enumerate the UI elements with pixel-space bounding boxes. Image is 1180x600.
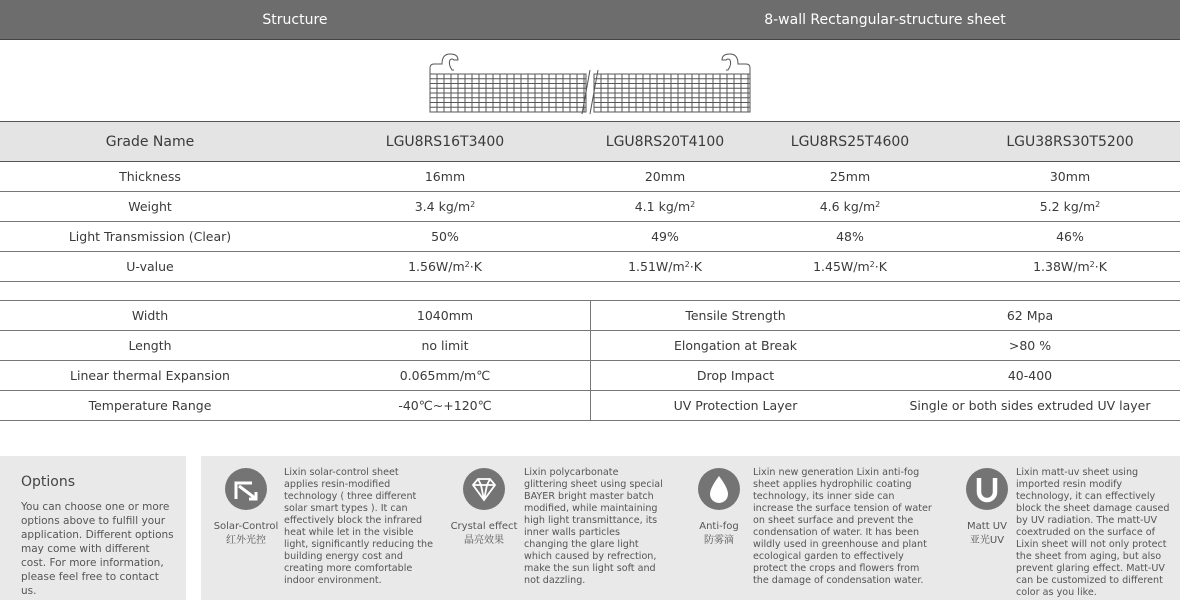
feature-label: Crystal effect 晶亮效果 bbox=[450, 521, 518, 546]
prop-label: Length bbox=[128, 338, 172, 353]
prop-value: 1040mm bbox=[416, 308, 474, 323]
spec-value: 4.1 $kg/m^2$ bbox=[634, 199, 696, 214]
prop-value: -40℃~+120℃ bbox=[398, 398, 492, 413]
prop-value: >80 % bbox=[1008, 338, 1052, 353]
spec-value: $1.51W/m^2\cdot K$ bbox=[628, 259, 702, 274]
features-panel bbox=[201, 456, 1180, 600]
spec-value: 46% bbox=[1056, 229, 1084, 244]
spec-value: $1.38W/m^2\cdot K$ bbox=[1033, 259, 1107, 274]
solar-control-icon bbox=[225, 468, 267, 510]
grade-1: LGU8RS16T3400 bbox=[385, 134, 505, 150]
spec-row-thickness bbox=[0, 162, 1180, 192]
feature-description: Lixin polycarbonate glittering sheet using special BAYER bright master batch modified, while maintaining high light transmittance, its inner walls particles changing the glare light which caused by refrection, make the sun light soft and not dazzling. bbox=[524, 467, 663, 586]
structure-drawing bbox=[0, 40, 1180, 122]
table-header bbox=[0, 0, 1180, 40]
matt-uv-icon bbox=[966, 468, 1008, 510]
prop-label: Drop Impact bbox=[590, 361, 880, 391]
prop-row bbox=[0, 361, 1180, 391]
feature-crystal-effect bbox=[451, 456, 681, 600]
prop-label: Width bbox=[131, 308, 169, 323]
options-title: Options bbox=[21, 474, 76, 490]
options-panel bbox=[0, 456, 186, 600]
feature-description: Lixin new generation Lixin anti-fog sheet applies hydrophilic coating technology, its inner side can increase the surface tension of water on sheet surface and prevent the condensation of water. It has been wildly used in greenhouse and plant ecological garden to effectively protect the crops and flowers from the damage of condensation water. bbox=[753, 467, 932, 586]
spec-row-weight bbox=[0, 192, 1180, 222]
spec-value: 4.6 $kg/m^2$ bbox=[819, 199, 881, 214]
spec-value: 30mm bbox=[1049, 169, 1091, 184]
prop-row bbox=[0, 391, 1180, 421]
sheet-type-header: 8-wall Rectangular-structure sheet bbox=[764, 12, 1006, 28]
grade-2: LGU8RS20T4100 bbox=[605, 134, 725, 150]
prop-row bbox=[0, 331, 1180, 361]
feature-label: Solar-Control 红外光控 bbox=[213, 521, 279, 546]
anti-fog-icon bbox=[698, 468, 740, 510]
spec-label: Thickness bbox=[119, 169, 181, 184]
prop-value: Single or both sides extruded UV layer bbox=[909, 398, 1151, 413]
prop-label: Linear thermal Expansion bbox=[70, 368, 230, 383]
feature-label: Anti-fog 防雾滴 bbox=[699, 521, 739, 546]
prop-value: 0.065mm/m℃ bbox=[399, 368, 491, 383]
sheet-cross-section-diagram bbox=[428, 50, 752, 116]
feature-solar-control bbox=[211, 456, 441, 600]
structure-header: Structure bbox=[262, 12, 328, 28]
grade-name-label: Grade Name bbox=[105, 134, 195, 150]
spec-value: 16mm bbox=[424, 169, 466, 184]
grade-4: LGU38RS30T5200 bbox=[1006, 134, 1134, 150]
spec-value: 5.2 $kg/m^2$ bbox=[1039, 199, 1101, 214]
spec-value: 50% bbox=[431, 229, 459, 244]
prop-label: Elongation at Break bbox=[590, 331, 880, 361]
spec-value: 49% bbox=[651, 229, 679, 244]
spec-label: U-value bbox=[126, 259, 174, 274]
prop-label: Tensile Strength bbox=[590, 301, 880, 331]
spec-value: 48% bbox=[836, 229, 864, 244]
prop-label: Temperature Range bbox=[88, 398, 212, 413]
feature-matt-uv bbox=[956, 456, 1180, 600]
grade-name-row bbox=[0, 122, 1180, 162]
spec-value: $1.56W/m^2\cdot K$ bbox=[408, 259, 482, 274]
grade-3: LGU8RS25T4600 bbox=[790, 134, 910, 150]
feature-anti-fog bbox=[688, 456, 938, 600]
feature-description: Lixin solar-control sheet applies resin-modified technology ( three different solar smart types ). It can effectively block the infrared heat while let in the visible light, significantly reducing the building energy cost and creating more comfortable indoor environment. bbox=[284, 467, 434, 586]
prop-value: no limit bbox=[421, 338, 469, 353]
prop-value: 62 Mpa bbox=[1006, 308, 1054, 323]
prop-label: UV Protection Layer bbox=[590, 391, 880, 421]
prop-value: 40-400 bbox=[1007, 368, 1053, 383]
spec-value: 20mm bbox=[644, 169, 686, 184]
feature-label: Matt UV 亚光UV bbox=[967, 521, 1007, 546]
spec-value: 3.4 $kg/m^2$ bbox=[414, 199, 476, 214]
prop-row bbox=[0, 300, 1180, 331]
crystal-effect-icon bbox=[463, 468, 505, 510]
spec-value: $1.45W/m^2\cdot K$ bbox=[813, 259, 887, 274]
spec-value: 25mm bbox=[829, 169, 871, 184]
spec-label: Weight bbox=[128, 199, 172, 214]
feature-description: Lixin matt-uv sheet using imported resin modify technology, it can effectively block the sheet damage caused by UV radiation. The matt-UV coextruded on the surface of Lixin sheet will not only protect the sheet from aging, but also prevent glaring effect. Matt-UV can be customized to different color as you like. bbox=[1016, 467, 1170, 598]
options-text: You can choose one or more options above to fulfill your application. Different options may come with different cost. For more information, please feel free to contact us. bbox=[21, 501, 174, 597]
spec-row-light-transmission bbox=[0, 222, 1180, 252]
spec-row-u-value bbox=[0, 252, 1180, 282]
spec-label: Light Transmission (Clear) bbox=[68, 229, 232, 244]
